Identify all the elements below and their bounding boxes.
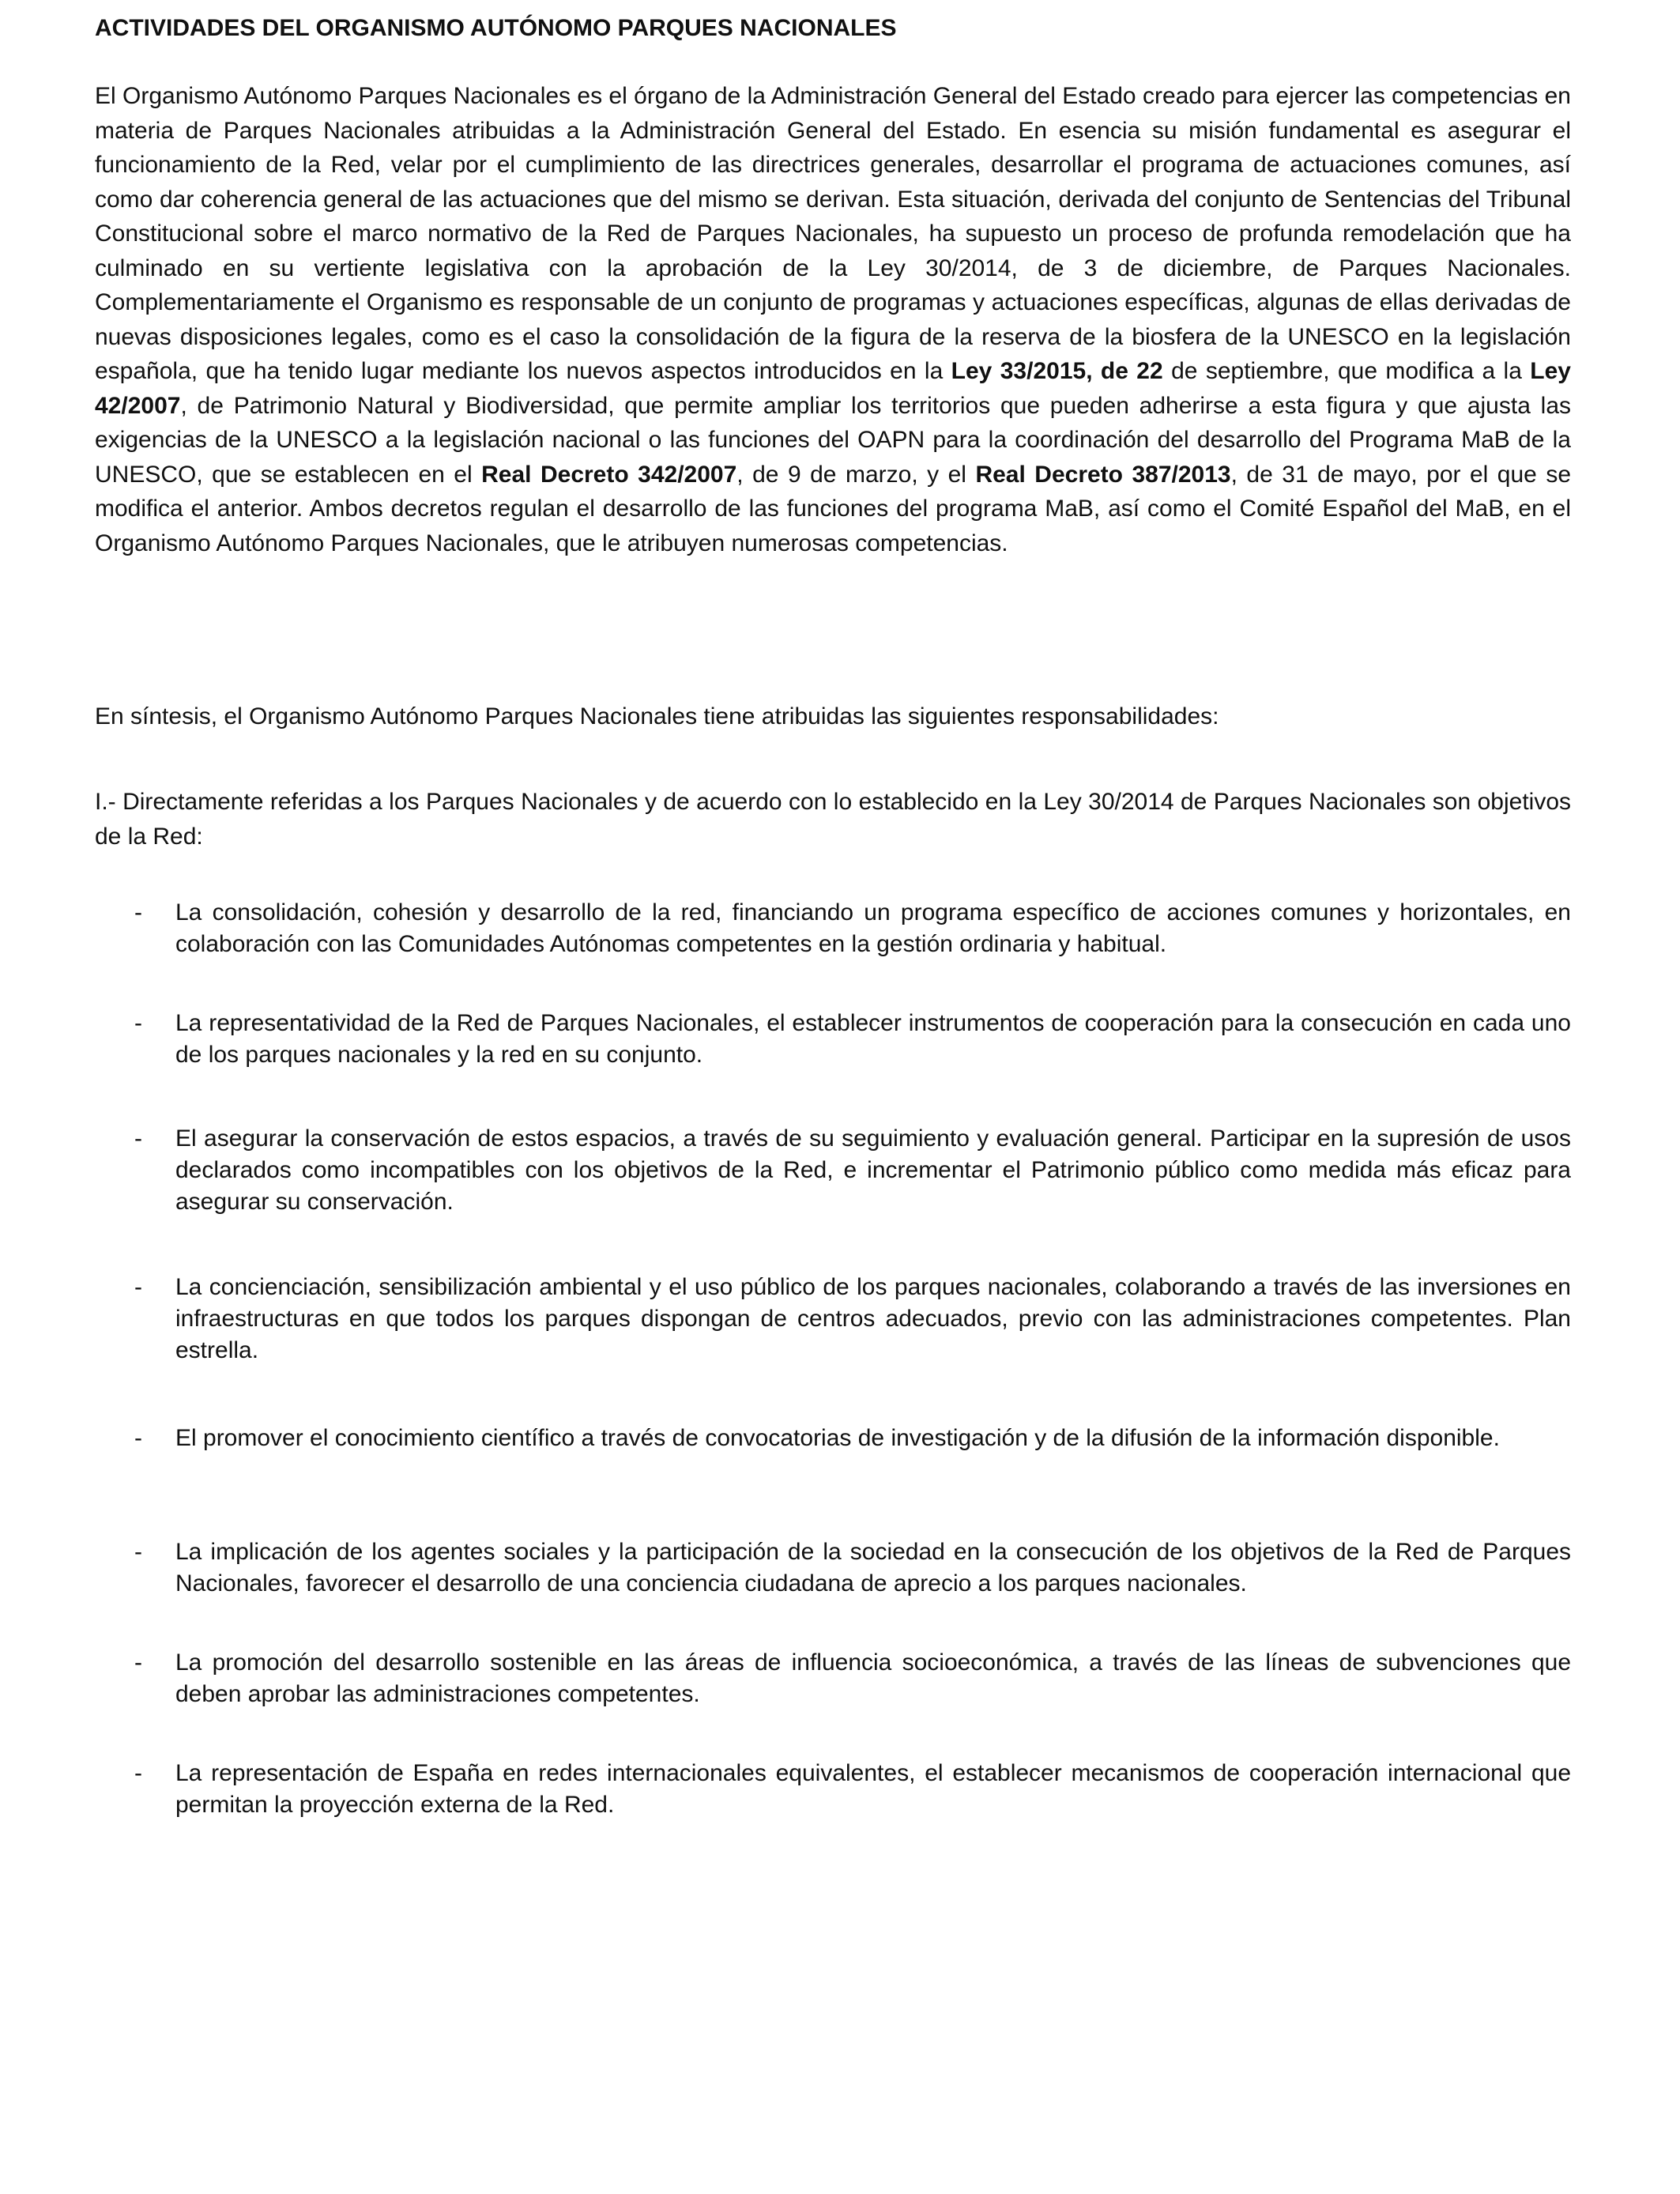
bullet-dash: - [134,1760,142,1786]
bullet-dash: - [134,1010,142,1036]
objective-text: La representatividad de la Red de Parques Nacionales, el establecer instrumentos de cooperación para la consecución en cada uno de los parques nacionales y la red en su conjunto. [175,1010,1571,1068]
intro-segment: , de 9 de marzo, y el [736,461,976,488]
bullet-dash: - [134,1539,142,1565]
objective-text: La concienciación, sensibilización ambiental y el uso público de los parques nacionales, colaborando a través de las inversiones en infraestructuras en que todos los parques dispongan de centros adecuados, previo con las administraciones competentes. Plan estrella. [175,1274,1571,1363]
document-page [95,0,1571,2194]
objective-text: La implicación de los agentes sociales y la participación de la sociedad en la consecución de los objetivos de la Red de Parques Nacionales, favorecer el desarrollo de una conciencia ciudadana de aprecio a los parques nacionales. [175,1539,1571,1596]
objective-text: La promoción del desarrollo sostenible en las áreas de influencia socioeconómica, a través de las líneas de subvenciones que deben aprobar las administraciones competentes. [175,1649,1571,1707]
objective-text: El promover el conocimiento científico a través de convocatorias de investigación y de la difusión de la información disponible. [175,1425,1500,1451]
intro-segment: , de Patrimonio Natural y Biodiversidad, que permite ampliar los territorios que pueden adherirse a esta figura y que ajusta las exigencias de la UNESCO a la legislación nacional o las funciones del OAPN para la coordinación del desarrollo del Programa MaB de la UNESCO, que se establecen en el [95,392,1571,488]
intro-segment: El Organismo Autónomo Parques Nacionales es el órgano de la Administración General del Estado creado para ejercer las competencias en materia de Parques Nacionales atribuidas a la Administración General del Estado. En esencia su misión fundamental es asegurar el funcionamiento de la Red, velar por el cumplimiento de las directrices generales, desarrollar el programa de actuaciones comunes, así como dar coherencia general de las actuaciones que del mismo se derivan. Esta situación, derivada del conjunto de Sentencias del Tribunal Constitucional sobre el marco normativo de la Red de Parques Nacionales, ha supuesto un proceso de profunda remodelación que ha culminado en su vertiente legislativa con la aprobación de la Ley 30/2014, de 3 de diciembre, de Parques Nacionales. Complementariamente el Organismo es responsable de un conjunto de programas y actuaciones específicas, algunas de ellas derivadas de nuevas disposiciones legales, como es el caso la consolidación de la figura de la reserva de la biosfera de la UNESCO en la legislación española, que ha tenido lugar mediante los nuevos aspectos introducidos en la [95,83,1571,384]
objective-text: La consolidación, cohesión y desarrollo de la red, financiando un programa específico de acciones comunes y horizontales, en colaboración con las Comunidades Autónomas competentes en la gestión ordinaria y habitual. [175,899,1571,957]
intro-bold-law-33-2015: Ley 33/2015, de 22 [951,358,1163,384]
section-heading: I.- Directamente referidas a los Parques Nacionales y de acuerdo con lo establecido en la Ley 30/2014 de Parques Nacionales son objetivos de la Red: [95,789,1571,850]
bullet-dash: - [134,899,142,925]
intro-bold-decree-342-2007: Real Decreto 342/2007 [481,461,737,488]
bullet-dash: - [134,1425,142,1451]
bullet-dash: - [134,1649,142,1676]
intro-paragraph [95,79,1571,560]
intro-bold-decree-387-2013: Real Decreto 387/2013 [975,461,1231,488]
bullet-dash: - [134,1274,142,1300]
intro-segment: , de 31 de mayo, por el que se modifica el anterior. Ambos decretos regulan el desarrollo de las funciones del programa MaB, así como el Comité Español del MaB, en el Organismo Autónomo Parques Nacionales, que le atribuyen numerosas competencias. [95,461,1572,556]
intro-bold-law-42-2007: Ley 42/2007 [95,358,1571,419]
summary-paragraph: En síntesis, el Organismo Autónomo Parques Nacionales tiene atribuidas las siguientes responsabilidades: [95,703,1219,729]
intro-segment: de septiembre, que modifica a la [1162,358,1531,384]
bullet-dash: - [134,1125,142,1152]
objective-text: El asegurar la conservación de estos espacios, a través de su seguimiento y evaluación general. Participar en la supresión de usos declarados como incompatibles con los objetivos de la Red, e incrementar el Patrimonio público como medida más eficaz para asegurar su conservación. [175,1125,1571,1215]
document-title: ACTIVIDADES DEL ORGANISMO AUTÓNOMO PARQUES NACIONALES [95,15,897,41]
objective-text: La representación de España en redes internacionales equivalentes, el establecer mecanismos de cooperación internacional que permitan la proyección externa de la Red. [175,1760,1571,1818]
